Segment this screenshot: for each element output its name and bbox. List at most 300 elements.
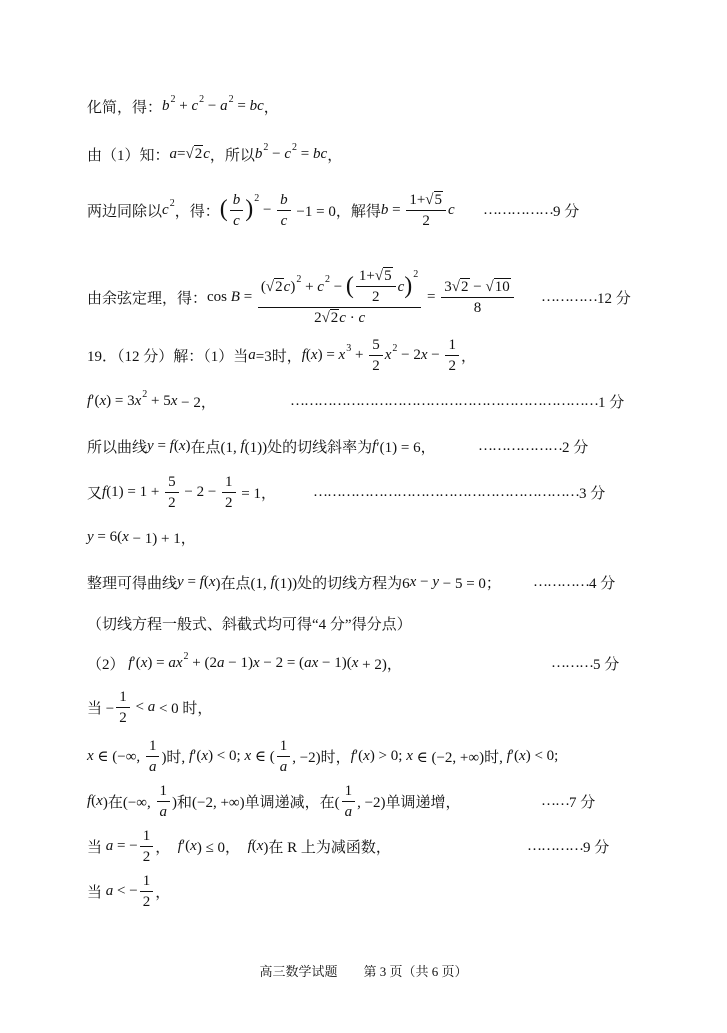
- math-text: )在(−∞,: [102, 794, 155, 811]
- math-text: 1: [344, 782, 353, 799]
- math-text: 由（1）知：: [87, 147, 170, 164]
- math-text: 整理可得曲线: [87, 575, 178, 592]
- fraction-denominator: [369, 356, 383, 375]
- fraction-denominator: [140, 847, 154, 866]
- math-variable: x: [351, 654, 359, 671]
- fraction: [157, 782, 171, 821]
- math-variable: x: [96, 792, 103, 809]
- math-variable: x: [134, 392, 142, 409]
- math-text: = 1，: [237, 485, 276, 502]
- score-marker: [483, 185, 579, 235]
- math-variable: x: [409, 573, 417, 590]
- math-text: 2: [448, 357, 456, 374]
- solution-line-5: [0, 330, 727, 380]
- math-text: 1: [279, 737, 288, 754]
- math-variable: a: [344, 803, 353, 820]
- math-text: 2: [168, 494, 176, 511]
- math-text: +: [175, 97, 192, 114]
- dot-leader: ………………: [478, 437, 562, 454]
- superscript: 2: [170, 93, 176, 105]
- math-text: 2: [422, 212, 430, 229]
- fraction: [369, 336, 383, 375]
- math-text: ′(: [193, 747, 202, 764]
- math-text: ) ≤ 0，: [196, 839, 248, 856]
- math-variable: x: [252, 654, 260, 671]
- solution-line-1: [0, 81, 727, 131]
- score-marker: [527, 821, 609, 871]
- math-text: 19．（12 分）解：（1）当: [87, 348, 249, 365]
- math-text: 1: [119, 688, 127, 705]
- score-marker: [478, 421, 588, 471]
- solution-line-12: [0, 638, 727, 688]
- math-text: 5: [372, 336, 380, 353]
- score-marker: [541, 257, 631, 337]
- math-text: ′(: [181, 837, 191, 854]
- math-text: ∈ (−2, +∞)时,: [412, 749, 507, 766]
- line-expression: [87, 731, 558, 781]
- math-text: − 2，: [177, 394, 216, 411]
- fraction: [140, 872, 154, 911]
- math-text: 1: [148, 737, 157, 754]
- fraction: [342, 782, 356, 821]
- math-text: −: [268, 145, 285, 162]
- math-text: ，: [263, 99, 279, 116]
- math-text: ) =: [147, 654, 169, 671]
- fraction: [258, 267, 421, 327]
- fraction: [165, 473, 179, 512]
- fraction-numerator: [441, 278, 513, 298]
- square-root: [185, 145, 203, 163]
- solution-line-16: [0, 821, 727, 871]
- footer-page-number: 第 3 页（共 6 页）: [363, 963, 468, 979]
- fraction-denominator: [311, 308, 368, 327]
- fraction: [140, 827, 154, 866]
- math-variable: c: [162, 201, 169, 218]
- fraction-denominator: [165, 493, 179, 512]
- math-variable: a: [217, 654, 225, 671]
- math-text: =: [239, 288, 256, 305]
- math-variable: b: [280, 191, 288, 208]
- math-variable: y: [177, 573, 184, 590]
- line-expression: [87, 821, 391, 871]
- math-variable: c: [191, 97, 199, 114]
- math-text: 2: [372, 289, 380, 305]
- score-points: 1 分: [598, 394, 625, 411]
- math-variable: b: [254, 145, 263, 162]
- fraction-numerator: [116, 688, 130, 708]
- superscript: 2: [263, 141, 269, 153]
- dot-leader: …………………………………………………: [313, 483, 579, 500]
- math-text: （切线方程一般式、斜截式均可得“4 分”得分点）: [87, 616, 412, 633]
- math-text: ·: [345, 310, 359, 326]
- math-variable: f: [240, 437, 245, 454]
- solution-line-9: [0, 512, 727, 562]
- math-text: 2: [372, 357, 380, 374]
- solution-line-14: [0, 731, 727, 781]
- math-variable: c: [280, 212, 288, 229]
- math-variable: x: [338, 346, 346, 363]
- square-root: [266, 278, 284, 296]
- math-text: 两边同除以: [87, 203, 163, 220]
- math-text: −: [204, 97, 221, 114]
- math-variable: f: [372, 437, 377, 454]
- math-text: 1: [448, 336, 456, 353]
- superscript: 2: [392, 342, 398, 354]
- math-variable: a: [248, 346, 256, 363]
- math-text: − 1) + 1，: [128, 530, 196, 547]
- math-variable: bc: [313, 145, 328, 162]
- math-text: )和(−2, +∞)单调递减，在(: [172, 794, 340, 811]
- math-text: ∈ (: [251, 748, 275, 765]
- math-variable: f: [87, 792, 92, 809]
- solution-line-3: [0, 185, 727, 235]
- math-text: ′(: [354, 747, 364, 764]
- math-text: ′(: [510, 747, 520, 764]
- fraction: [356, 267, 396, 306]
- math-text: ，得：: [174, 203, 220, 220]
- superscript: 2: [413, 268, 419, 280]
- solution-line-7: [0, 421, 727, 471]
- fraction-numerator: [277, 191, 291, 211]
- math-variable: B: [230, 288, 240, 305]
- math-variable: f: [301, 346, 306, 363]
- math-variable: a: [159, 803, 167, 820]
- math-variable: x: [244, 747, 252, 764]
- math-variable: ax: [168, 654, 183, 671]
- fraction-denominator: [445, 356, 459, 375]
- math-variable: a: [169, 145, 178, 162]
- math-text: (: [203, 573, 209, 590]
- line-expression: [87, 421, 436, 471]
- math-variable: c: [233, 212, 240, 229]
- math-text: =3时，: [255, 348, 302, 365]
- math-text: 2: [142, 848, 151, 865]
- big-parenthesis: (: [345, 272, 354, 299]
- fraction: [277, 737, 291, 776]
- line-expression: [87, 776, 461, 826]
- score-points: 5 分: [593, 656, 620, 673]
- fraction-numerator: [342, 782, 356, 802]
- math-text: ，: [155, 839, 178, 856]
- footer-title: 高三数学试题: [259, 963, 338, 979]
- math-variable: y: [87, 528, 94, 545]
- superscript: 2: [199, 93, 205, 105]
- math-variable: x: [87, 747, 94, 764]
- math-text: =: [233, 97, 250, 114]
- fraction-denominator: [222, 493, 236, 512]
- fraction-denominator: [146, 757, 160, 776]
- line-expression: [87, 467, 276, 517]
- fraction-denominator: [471, 298, 485, 317]
- math-variable: x: [178, 437, 186, 454]
- score-points: 3 分: [579, 485, 606, 502]
- math-text: <: [131, 698, 148, 715]
- math-variable: b: [380, 201, 389, 218]
- math-variable: x: [519, 747, 526, 764]
- math-text: 由余弦定理，得：: [87, 290, 208, 307]
- fraction-denominator: [230, 211, 243, 230]
- math-text: , −2)单调递增，: [357, 794, 461, 811]
- math-text: )时,: [161, 749, 189, 766]
- math-variable: f: [506, 747, 511, 764]
- math-text: √ 2: [330, 310, 339, 327]
- superscript: 2: [169, 197, 175, 209]
- radicand: [383, 267, 393, 285]
- math-text: −: [469, 278, 486, 295]
- math-variable: c: [203, 145, 210, 162]
- math-text: 当: [87, 839, 106, 856]
- dot-leader: ……: [541, 792, 569, 809]
- fraction-numerator: [406, 191, 446, 211]
- fraction-denominator: [277, 757, 291, 776]
- math-text: − 2: [397, 346, 421, 363]
- dot-leader: …………: [527, 837, 583, 854]
- superscript: 2: [228, 93, 234, 105]
- math-variable: c: [448, 201, 455, 218]
- math-text: − 1): [224, 654, 253, 671]
- math-text: ) < 0;: [208, 747, 245, 764]
- fraction-numerator: [369, 336, 383, 356]
- solution-line-15: [0, 776, 727, 826]
- fraction-numerator: [230, 191, 244, 211]
- math-variable: c: [283, 278, 291, 295]
- square-root: [322, 309, 340, 327]
- fraction-numerator: [445, 336, 459, 356]
- math-text: （2）: [87, 656, 129, 673]
- math-text: − 5 = 0；: [438, 575, 501, 592]
- solution-line-17: [0, 866, 727, 916]
- line-expression: [87, 376, 216, 426]
- fraction: [441, 278, 513, 317]
- math-text: (1))处的切线斜率为: [244, 439, 373, 456]
- math-variable: f: [102, 483, 107, 500]
- math-variable: f: [87, 392, 92, 409]
- math-text: ，: [155, 884, 171, 901]
- math-text: < −: [113, 882, 138, 899]
- fraction: [445, 336, 459, 375]
- math-text: √ 5: [434, 191, 443, 208]
- math-text: 1+: [409, 191, 426, 208]
- math-text: − 2 = (: [259, 654, 305, 671]
- radicand: [194, 145, 204, 163]
- math-variable: c: [358, 310, 366, 326]
- fraction-denominator: [419, 211, 433, 230]
- math-text: 1+: [358, 268, 375, 284]
- fraction-numerator: [146, 737, 160, 757]
- math-text: ，: [460, 348, 476, 365]
- math-text: + 2)，: [358, 656, 402, 673]
- fraction-denominator: [157, 802, 171, 821]
- math-text: (1))处的切线方程为6: [274, 575, 410, 592]
- dot-leader: …………: [533, 573, 589, 590]
- score-points: 9 分: [583, 839, 610, 856]
- solution-line-4: [0, 257, 727, 337]
- math-variable: c: [284, 145, 292, 162]
- superscript: 2: [254, 192, 260, 204]
- score-marker: [313, 467, 605, 517]
- math-text: √ 10: [494, 278, 510, 295]
- math-text: ′(: [91, 392, 100, 409]
- math-variable: f: [188, 747, 194, 764]
- math-variable: x: [310, 346, 318, 363]
- fraction-denominator: [140, 892, 154, 911]
- math-text: ，: [327, 147, 343, 164]
- math-text: cos: [207, 288, 231, 305]
- math-variable: c: [397, 278, 405, 295]
- math-text: −: [329, 278, 346, 295]
- math-text: = 6(: [93, 528, 123, 545]
- solution-line-8: [0, 467, 727, 517]
- math-variable: c: [317, 278, 324, 295]
- math-text: , −2)时，: [292, 749, 351, 766]
- math-text: =: [388, 201, 405, 218]
- radicand: [494, 278, 511, 296]
- math-variable: x: [363, 747, 370, 764]
- math-text: 2: [225, 494, 233, 511]
- score-points: 12 分: [597, 290, 631, 307]
- math-text: +: [301, 278, 318, 295]
- math-variable: f: [177, 837, 182, 854]
- math-variable: a: [147, 698, 156, 715]
- math-text: ): [290, 278, 296, 295]
- square-root: [425, 191, 443, 209]
- math-text: ) > 0;: [369, 747, 407, 764]
- line-expression: [87, 185, 455, 235]
- line-expression: [87, 638, 402, 688]
- math-text: +: [351, 346, 368, 363]
- page-footer: [0, 955, 727, 985]
- math-text: ): [185, 437, 191, 454]
- math-text: < 0 时，: [155, 700, 213, 717]
- math-text: 1: [142, 872, 151, 889]
- math-variable: f: [350, 747, 355, 764]
- line-expression: [87, 330, 476, 380]
- fraction: [222, 473, 236, 512]
- superscript: 2: [183, 650, 189, 662]
- fraction-numerator: [258, 267, 421, 308]
- math-variable: x: [122, 528, 129, 545]
- big-parenthesis: ): [404, 272, 413, 299]
- fraction: [146, 737, 160, 776]
- score-marker: [541, 776, 595, 826]
- line-expression: [87, 512, 196, 562]
- math-text: (: [305, 346, 311, 363]
- square-root: [452, 278, 470, 296]
- fraction-numerator: [356, 267, 396, 287]
- math-variable: c: [339, 310, 346, 326]
- math-text: =: [423, 288, 440, 305]
- fraction: [116, 688, 130, 727]
- math-variable: a: [148, 758, 157, 775]
- math-variable: a: [105, 882, 114, 899]
- math-text: √ 5: [384, 268, 392, 285]
- math-variable: x: [201, 747, 209, 764]
- math-variable: f: [270, 573, 275, 590]
- math-variable: x: [406, 747, 413, 764]
- line-expression: [87, 81, 279, 131]
- fraction-denominator: [116, 708, 130, 727]
- math-text: =: [183, 573, 200, 590]
- math-text: − 1)(: [318, 654, 352, 671]
- math-variable: f: [169, 437, 174, 454]
- math-text: √ 2: [461, 278, 469, 295]
- math-text: 2: [314, 310, 322, 326]
- math-variable: bc: [249, 97, 264, 114]
- radicand: [274, 278, 284, 296]
- solution-line-6: [0, 376, 727, 426]
- math-text: √ 2: [275, 278, 283, 295]
- math-text: 8: [473, 299, 482, 316]
- math-text: ) = 3: [106, 392, 135, 409]
- score-marker: [290, 376, 624, 426]
- math-variable: a: [279, 758, 288, 775]
- math-variable: y: [147, 437, 154, 454]
- fraction-numerator: [140, 827, 154, 847]
- fraction-numerator: [222, 473, 236, 493]
- superscript: 2: [324, 273, 330, 285]
- math-text: ′(1) = 6，: [376, 439, 436, 456]
- math-text: 又: [87, 485, 103, 502]
- math-text: = −: [113, 837, 138, 854]
- math-text: −: [259, 201, 276, 218]
- math-text: )在 R 上为减函数，: [263, 839, 391, 856]
- math-variable: x: [208, 573, 216, 590]
- line-expression: [87, 129, 342, 179]
- math-text: √ 2: [194, 146, 203, 163]
- math-variable: b: [232, 191, 241, 208]
- superscript: 2: [142, 388, 148, 400]
- big-parenthesis: ): [245, 196, 254, 222]
- line-expression: [87, 257, 516, 337]
- fraction-numerator: [157, 782, 171, 802]
- math-text: (: [251, 837, 257, 854]
- math-variable: b: [162, 97, 170, 114]
- dot-leader: ………: [551, 654, 593, 671]
- math-text: −: [427, 346, 444, 363]
- fraction: [277, 191, 291, 230]
- math-text: ∈ (−∞,: [93, 748, 144, 765]
- math-variable: x: [420, 346, 428, 363]
- math-text: 1: [159, 782, 167, 799]
- math-text: 2: [119, 709, 127, 726]
- math-variable: x: [170, 392, 178, 409]
- math-variable: a: [105, 837, 114, 854]
- math-text: 当: [87, 884, 106, 901]
- math-variable: f: [128, 654, 133, 671]
- fraction-numerator: [140, 872, 154, 892]
- math-variable: x: [99, 392, 107, 409]
- math-variable: f: [199, 573, 204, 590]
- fraction-denominator: [342, 802, 356, 821]
- math-text: ，所以: [209, 147, 255, 164]
- dot-leader: …………: [541, 288, 597, 305]
- score-points: 9 分: [553, 203, 580, 220]
- math-text: 在点(1,: [190, 439, 241, 456]
- math-text: 3: [444, 278, 452, 295]
- dot-leader: ……………: [483, 201, 553, 218]
- math-text: −: [416, 573, 433, 590]
- math-text: (: [91, 792, 97, 809]
- fraction-denominator: [369, 287, 383, 306]
- math-text: 当 −: [87, 700, 115, 717]
- line-expression: [87, 866, 170, 916]
- math-text: =: [153, 437, 170, 454]
- math-text: −1 = 0，解得: [292, 203, 381, 220]
- math-text: 所以曲线: [87, 439, 148, 456]
- math-text: (1) = 1 +: [106, 483, 164, 500]
- math-text: =: [297, 145, 314, 162]
- math-variable: y: [432, 573, 439, 590]
